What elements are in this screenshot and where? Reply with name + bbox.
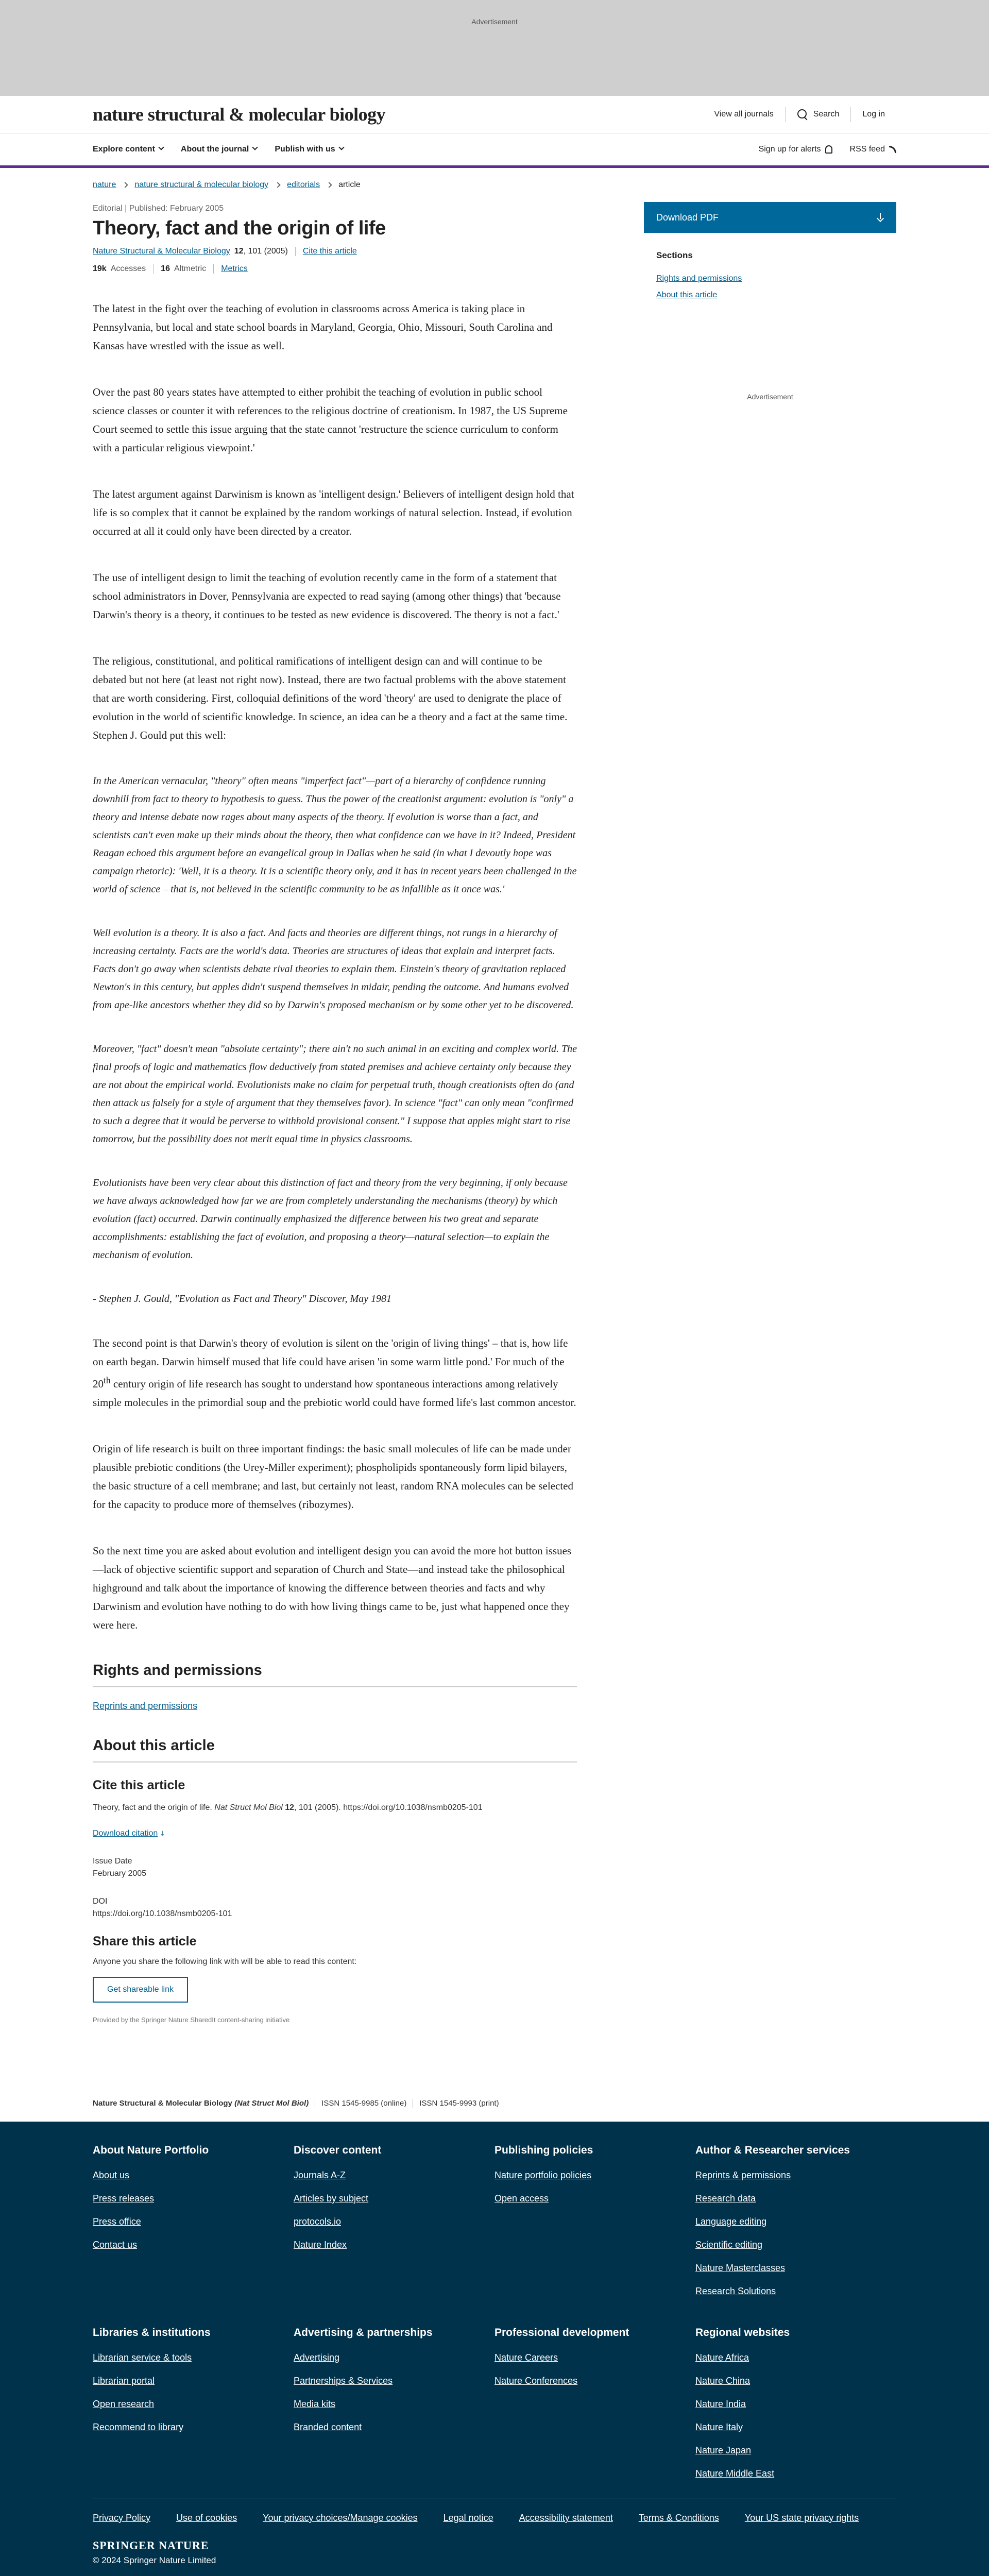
issn-online: ISSN 1545-9985 (online) bbox=[321, 2099, 407, 2108]
privacy-policy-link[interactable]: Privacy Policy bbox=[93, 2513, 151, 2523]
footer-col-about bbox=[93, 2144, 294, 2303]
footer-link[interactable]: Branded content bbox=[294, 2422, 362, 2432]
sidebar-link-about[interactable]: About this article bbox=[656, 291, 718, 299]
footer-inner bbox=[93, 2144, 896, 2566]
footer-link[interactable]: Journals A-Z bbox=[294, 2170, 346, 2180]
about-journal-label: About the journal bbox=[180, 145, 249, 154]
footer-link[interactable]: protocols.io bbox=[294, 2216, 342, 2227]
download-citation-label: Download citation bbox=[93, 1829, 158, 1838]
search-label: Search bbox=[813, 110, 840, 118]
paragraph: The latest in the fight over the teaching of evolution in classrooms across America is taking place in Pennsylvania, but local and state school boards in Maryland, Georgia, Ohio, Missouri, South Carolina and Kansas have wrestled with the issue as well. bbox=[93, 302, 553, 352]
footer-link[interactable]: Press releases bbox=[93, 2193, 155, 2204]
citation-info bbox=[234, 247, 288, 256]
footer-heading: Professional development bbox=[494, 2327, 629, 2338]
breadcrumb-journal[interactable]: nature structural & molecular biology bbox=[134, 180, 269, 189]
doi-value: https://doi.org/10.1038/nsmb0205-101 bbox=[93, 1909, 232, 1918]
paragraph-text: The second point is that Darwin's theory of evolution is silent on the 'origin of living things' – that is, how life on earth began. Darwin himself mused that life could have arisen 'in some warm little pond.' For much of the 20 bbox=[93, 1337, 568, 1390]
footer-link[interactable]: Media kits bbox=[294, 2399, 336, 2409]
springer-nature-logo: SPRINGER NATURE bbox=[93, 2539, 209, 2552]
divider bbox=[295, 247, 296, 256]
citation-journal: Nat Struct Mol Biol bbox=[214, 1803, 283, 1812]
issue-date-value: February 2005 bbox=[93, 1869, 147, 1878]
quote-paragraph: Moreover, "fact" doesn't mean "absolute certainty"; there ain't no such animal in an exciting and complex world. The final proofs of logic and mathematics flow deductively from stated premises and achieve certainty only because they are not about the empirical world. Evolutionists make no claim for perpetual truth, though creationists often do (and then attack us falsely for a style of argument that they themselves favor). In science "fact" can only mean "confirmed to such a degree that it would be perverse to withhold provisional consent." I suppose that apples might start to rise tomorrow, but the possibility does not merit equal time in physics classrooms. bbox=[93, 1043, 577, 1145]
footer-link[interactable]: About us bbox=[93, 2170, 130, 2180]
download-icon: ⤓ bbox=[161, 1829, 164, 1837]
accesses-label: Accesses bbox=[110, 264, 146, 273]
journal-name-footer: Nature Structural & Molecular Biology bbox=[93, 2099, 232, 2108]
footer-link[interactable]: Nature Middle East bbox=[695, 2468, 775, 2479]
sign-up-alerts-link[interactable] bbox=[759, 145, 832, 154]
article-title: Theory, fact and the origin of life bbox=[93, 217, 386, 239]
footer-link[interactable]: Nature portfolio policies bbox=[494, 2170, 592, 2180]
footer-link[interactable]: Open access bbox=[494, 2193, 549, 2204]
chevron-right-icon bbox=[326, 182, 332, 188]
journal-footer-bar bbox=[93, 2091, 896, 2122]
sharedit-note: Provided by the Springer Nature SharedIt content-sharing initiative bbox=[93, 2016, 290, 2024]
footer-link[interactable]: Librarian service & tools bbox=[93, 2352, 192, 2363]
doi-label: DOI bbox=[93, 1897, 108, 1906]
about-section bbox=[93, 1737, 577, 2024]
footer-heading: Advertising & partnerships bbox=[294, 2327, 433, 2338]
footer-columns-top bbox=[93, 2144, 896, 2303]
footer-link[interactable]: Nature Conferences bbox=[494, 2376, 578, 2386]
cite-heading: Cite this article bbox=[93, 1778, 185, 1792]
footer-heading: Discover content bbox=[294, 2144, 382, 2156]
footer-link[interactable]: Nature India bbox=[695, 2399, 746, 2409]
download-pdf-label: Download PDF bbox=[656, 212, 719, 223]
footer-col-professional bbox=[494, 2327, 695, 2485]
footer-link[interactable]: Nature Careers bbox=[494, 2352, 558, 2363]
paragraph: Over the past 80 years states have attempted to either prohibit the teaching of evolution in public school science classes or counter it with references to the religious doctrine of creationism. In 1987, the US Supreme Court seemed to settle this issue arguing that the state cannot 'restructure the science curriculum to conform with a particular religious viewpoint.' bbox=[93, 386, 568, 454]
quote-attribution: - Stephen J. Gould, "Evolution as Fact and Theory" Discover, May 1981 bbox=[93, 1293, 392, 1304]
paragraph-text: century origin of life research has sought to understand how spontaneous interactions among relatively simple molecules in the primordial soup and the prebiotic world could have formed life's last common ancestor. bbox=[93, 1378, 576, 1409]
footer-link[interactable]: Nature Italy bbox=[695, 2422, 743, 2432]
footer-col-services bbox=[695, 2144, 896, 2303]
chevron-down-icon bbox=[252, 144, 258, 150]
download-pdf-button[interactable] bbox=[644, 202, 896, 233]
published-date: Published: February 2005 bbox=[129, 204, 224, 213]
footer-link[interactable]: Nature Masterclasses bbox=[695, 2263, 786, 2273]
footer-col-regional bbox=[695, 2327, 896, 2485]
search-button[interactable] bbox=[785, 107, 851, 122]
breadcrumb-editorials[interactable]: editorials bbox=[287, 180, 320, 189]
footer-link[interactable]: Research data bbox=[695, 2193, 756, 2204]
sidebar-link-rights[interactable]: Rights and permissions bbox=[656, 274, 742, 283]
rights-heading: Rights and permissions bbox=[93, 1662, 577, 1687]
explore-content-label: Explore content bbox=[93, 145, 155, 154]
chevron-right-icon bbox=[123, 182, 128, 188]
footer-col-advertising bbox=[294, 2327, 494, 2485]
footer-heading: Author & Researcher services bbox=[695, 2144, 850, 2156]
paragraph: The religious, constitutional, and political ramifications of intelligent design can and will continue to be debated but not here (at least not right now). Instead, there are two factual problems with the above statement that are worth considering. First, colloquial definitions of the word 'theory' are used to denigrate the place of evolution in the world of scientific knowledge. In science, an idea can be a theory and a fact at the same time. Stephen J. Gould put this well: bbox=[93, 655, 568, 741]
privacy-choices-link[interactable]: Your privacy choices/Manage cookies bbox=[263, 2513, 418, 2523]
footer-col-libraries bbox=[93, 2327, 294, 2485]
volume: 12 bbox=[234, 247, 244, 256]
chevron-down-icon bbox=[338, 144, 344, 150]
footer-link[interactable]: Contact us bbox=[93, 2240, 138, 2250]
footer-link[interactable]: Nature Japan bbox=[695, 2445, 752, 2455]
altmetric-count: 16 bbox=[161, 264, 170, 273]
paragraph bbox=[93, 1334, 577, 1412]
article-type: Editorial bbox=[93, 204, 123, 213]
altmetric-label: Altmetric bbox=[174, 264, 207, 273]
footer-link[interactable]: Nature China bbox=[695, 2376, 751, 2386]
site-header bbox=[93, 96, 896, 133]
article-meta: Editorial | Published: February 2005 bbox=[93, 204, 224, 213]
share-note: Anyone you share the following link with will be able to read this content: bbox=[93, 1957, 357, 1966]
footer-heading: Publishing policies bbox=[494, 2144, 593, 2156]
journal-link[interactable]: Nature Structural & Molecular Biology bbox=[93, 247, 230, 256]
footer-col-policies bbox=[494, 2144, 695, 2303]
rights-section bbox=[93, 1662, 577, 1711]
issue-date-label: Issue Date bbox=[93, 1857, 132, 1866]
breadcrumb-current: article bbox=[338, 180, 361, 189]
footer-legal-section bbox=[93, 2499, 896, 2566]
publish-with-us-label: Publish with us bbox=[275, 145, 335, 154]
footer-heading: Regional websites bbox=[695, 2327, 790, 2338]
sidebar-sections bbox=[644, 250, 896, 300]
rss-icon bbox=[889, 146, 896, 153]
subnav-left bbox=[93, 145, 344, 154]
subnav-right bbox=[759, 145, 896, 154]
footer-link[interactable]: Open research bbox=[93, 2399, 155, 2409]
citation-doi: , 101 (2005). https://doi.org/10.1038/nsmb0205-101 bbox=[294, 1803, 483, 1812]
footer-heading: About Nature Portfolio bbox=[93, 2144, 209, 2156]
journal-logo[interactable]: nature structural & molecular biology bbox=[93, 104, 386, 125]
chevron-right-icon bbox=[275, 182, 280, 188]
get-shareable-link-button[interactable]: Get shareable link bbox=[93, 1977, 188, 2003]
about-journal-menu[interactable] bbox=[181, 145, 257, 154]
rss-feed-label: RSS feed bbox=[849, 145, 885, 154]
footer-link[interactable]: Research Solutions bbox=[695, 2286, 776, 2296]
quote-paragraph: Well evolution is a theory. It is also a fact. And facts and theories are different things, not rungs in a hierarchy of increasing certainty. Facts are the world's data. Theories are structures of ideas that explain and interpret facts. Facts don't go away when scientists debate rival theories to explain them. Einstein's theory of gravitation replaced Newton's in this century, but apples didn't suspend themselves in midair, pending the outcome. And humans evolved from ape-like ancestors whether they did so by Darwin's proposed mechanism or by some other yet to be discovered. bbox=[93, 927, 574, 1011]
rss-feed-link[interactable] bbox=[850, 145, 896, 154]
journal-abbr: (Nat Struct Mol Biol) bbox=[234, 2099, 309, 2108]
citation-text bbox=[93, 1801, 577, 1815]
article bbox=[93, 201, 577, 2024]
explore-content-menu[interactable] bbox=[93, 145, 163, 154]
view-all-journals-link[interactable]: View all journals bbox=[714, 110, 774, 118]
sidebar-advertisement: Advertisement bbox=[747, 393, 793, 401]
bell-icon bbox=[825, 145, 832, 154]
subnav-bar bbox=[0, 133, 989, 168]
sign-up-alerts-label: Sign up for alerts bbox=[758, 145, 821, 154]
footer-link[interactable]: Language editing bbox=[695, 2216, 767, 2227]
divider bbox=[213, 264, 214, 274]
paragraph: Origin of life research is built on three important findings: the basic small molecules of life can be made under plausible prebiotic conditions (the Urey-Miller experiment); phospholipids spontaneously form lipid bilayers, the basic structure of a cell membrane; and last, but certainly not least, random RNA molecules can be selected for the capacity to produce more of themselves (ribozymes). bbox=[93, 1443, 574, 1511]
copyright: © 2024 Springer Nature Limited bbox=[93, 2555, 216, 2565]
accessibility-link[interactable]: Accessibility statement bbox=[519, 2513, 613, 2523]
paragraph: So the next time you are asked about evolution and intelligent design you can avoid the more hot button issues—lack of objective scientific support and separation of Church and State—and instead take the philosophical highground and talk about the importance of knowing the difference between theories and facts and why Darwinism and evolution have nothing to do with how living things came to be, just what happened once they were here. bbox=[93, 1545, 572, 1631]
footer-link[interactable]: Press office bbox=[93, 2216, 141, 2227]
sections-heading: Sections bbox=[656, 250, 693, 260]
terms-link[interactable]: Terms & Conditions bbox=[638, 2513, 719, 2523]
article-metrics bbox=[93, 264, 577, 274]
subnav bbox=[93, 133, 896, 165]
footer-link[interactable]: Scientific editing bbox=[695, 2240, 763, 2250]
ad-label: Advertisement bbox=[471, 18, 518, 26]
superscript: th bbox=[104, 1375, 111, 1385]
footer-columns-bottom bbox=[93, 2327, 896, 2485]
footer-link[interactable]: Advertising bbox=[294, 2352, 340, 2363]
footer-link[interactable]: Recommend to library bbox=[93, 2422, 184, 2432]
paragraph: The latest argument against Darwinism is known as 'intelligent design.' Believers of intelligent design hold that life is so complex that it cannot be explained by the random workings of natural selection. Instead, if evolution occurred at all it could only have been directed by a creator. bbox=[93, 488, 574, 537]
top-advertisement bbox=[0, 0, 989, 96]
search-icon bbox=[797, 109, 808, 120]
divider bbox=[153, 264, 154, 274]
footer-link[interactable]: Librarian portal bbox=[93, 2376, 155, 2386]
breadcrumb-nature[interactable]: nature bbox=[93, 180, 116, 189]
sidebar bbox=[644, 201, 896, 2024]
quote-paragraph: In the American vernacular, "theory" often means "imperfect fact"—part of a hierarchy of confidence running downhill from fact to theory to hypothesis to guess. Thus the power of the creationist argument: evolution is "only" a theory and intense debate now rages about many aspects of the theory. If evolution is worse than a fact, and scientists can't even make up their minds about the theory, then what confidence can we have in it? Indeed, President Reagan echoed this argument before an evangelical group in Dallas when he said (in what I devoutly hope was campaign rhetoric): 'Well, it is a theory. It is a scientific theory only, and it has in recent years been challenged in the world of science – that is, not believed in the scientific community to be as infallible as it once was.' bbox=[93, 775, 577, 895]
about-heading: About this article bbox=[93, 1737, 577, 1762]
quote-paragraph: Evolutionists have been very clear about this distinction of fact and theory from the very beginning, if only because we have always acknowledged how far we are from completely understanding the mechanisms (theory) by which evolution (fact) occurred. Darwin continually emphasized the difference between his two great and separate accomplishments: establishing the fact of evolution, and proposing a theory—natural selection—to explain the mechanism of evolution. bbox=[93, 1177, 568, 1261]
us-privacy-rights-link[interactable]: Your US state privacy rights bbox=[744, 2513, 859, 2523]
footer-link[interactable]: Nature Africa bbox=[695, 2352, 749, 2363]
metrics-link[interactable]: Metrics bbox=[221, 264, 248, 273]
footer-link[interactable]: Nature Index bbox=[294, 2240, 347, 2250]
citation-title: Theory, fact and the origin of life. bbox=[93, 1803, 215, 1812]
reprints-permissions-link[interactable]: Reprints and permissions bbox=[93, 1701, 198, 1711]
cite-this-article-link[interactable]: Cite this article bbox=[302, 247, 357, 256]
header-links bbox=[703, 107, 896, 122]
citation-line bbox=[93, 247, 577, 256]
journal-footer-name bbox=[93, 2099, 309, 2108]
accesses-count: 19k bbox=[93, 264, 107, 273]
download-citation-link[interactable] bbox=[93, 1829, 164, 1838]
share-heading: Share this article bbox=[93, 1934, 197, 1948]
citation-volume: 12 bbox=[282, 1803, 295, 1812]
footer-link[interactable]: Reprints & permissions bbox=[695, 2170, 791, 2180]
chevron-down-icon bbox=[158, 144, 164, 150]
breadcrumb bbox=[93, 168, 896, 201]
publish-with-us-menu[interactable] bbox=[275, 145, 343, 154]
footer-heading: Libraries & institutions bbox=[93, 2327, 211, 2338]
legal-links bbox=[93, 2513, 896, 2523]
download-icon bbox=[877, 213, 884, 222]
cookies-link[interactable]: Use of cookies bbox=[176, 2513, 237, 2523]
footer-col-discover bbox=[294, 2144, 494, 2303]
legal-notice-link[interactable]: Legal notice bbox=[443, 2513, 493, 2523]
pages: , 101 (2005) bbox=[243, 247, 288, 256]
paragraph: The use of intelligent design to limit the teaching of evolution recently came in the form of a statement that school administrators in Dover, Pennsylvania are expected to read saying (among other things) that 'because Darwin's theory is a theory, it continues to be tested as new evidence is discovered. The theory is not a fact.' bbox=[93, 571, 561, 621]
footer-link[interactable]: Partnerships & Services bbox=[294, 2376, 393, 2386]
site-footer bbox=[0, 2122, 989, 2576]
footer-link[interactable]: Articles by subject bbox=[294, 2193, 369, 2204]
main-content bbox=[93, 201, 896, 2024]
login-link[interactable]: Log in bbox=[850, 107, 896, 122]
article-body bbox=[93, 299, 577, 1634]
issn-print: ISSN 1545-9993 (print) bbox=[419, 2099, 499, 2108]
